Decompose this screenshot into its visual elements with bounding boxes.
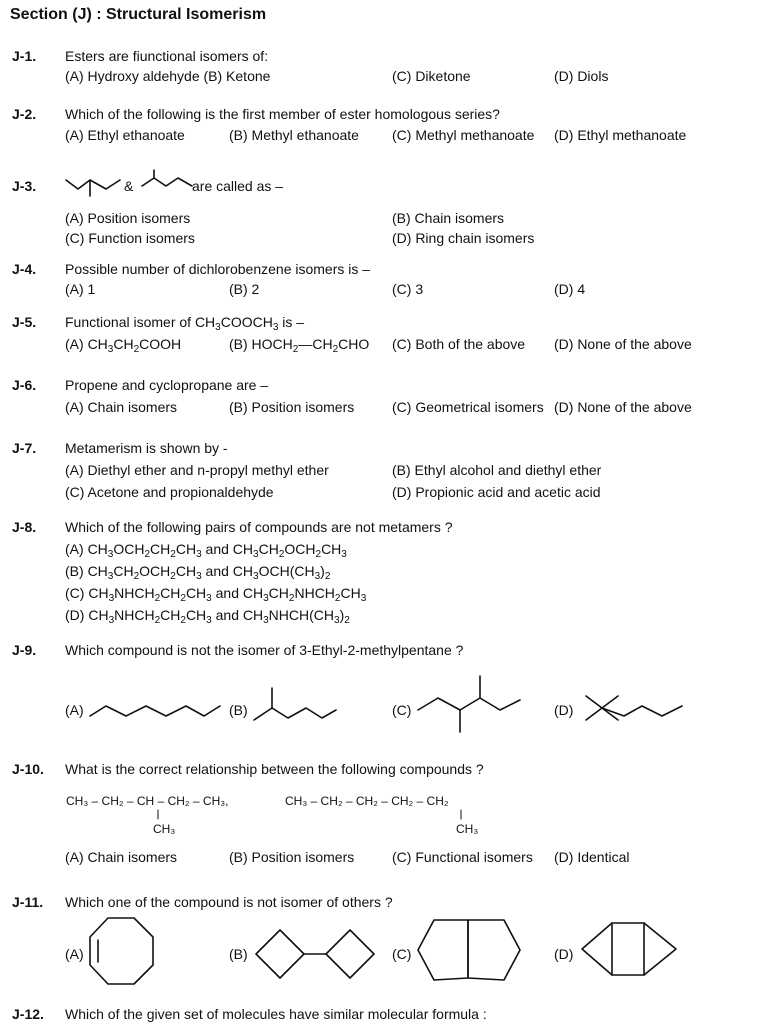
question-text: Propene and cyclopropane are –: [65, 377, 269, 393]
question-text: Which one of the compound is not isomer of others ?: [65, 894, 393, 910]
option: (A) Hydroxy aldehyde (B) Ketone: [65, 68, 271, 84]
question-number: J-4.: [12, 261, 37, 277]
bicyclobutyl-structure: [254, 926, 378, 982]
question-text: Metamerism is shown by -: [65, 440, 228, 456]
option: (C) Acetone and propionaldehyde: [65, 484, 274, 500]
tricyclic-structure: [580, 920, 678, 978]
option: (B) Methyl ethanoate: [229, 127, 359, 143]
option: (A) $CH_3CH_2COOH$: [65, 336, 182, 355]
option: (B) $HOCH_2—CH_2CHO$: [229, 336, 370, 355]
option: (D) Ethyl methanoate: [554, 127, 687, 143]
bond-line: [460, 810, 462, 820]
question-number: J-11.: [12, 894, 44, 910]
option-label: (C): [392, 702, 412, 718]
option: (A) Diethyl ether and n-propyl methyl ether: [65, 462, 329, 478]
option: (A) Chain isomers: [65, 849, 178, 865]
question-text: Which of the following is the first member of ester homologous series?: [65, 106, 500, 122]
option: (B) Ethyl alcohol and diethyl ether: [392, 462, 602, 478]
option: (D) Diols: [554, 68, 609, 84]
formula-left: CH₃ – CH₂ – CH – CH₂ – CH₃,: [66, 794, 229, 808]
skeletal-structure-2-methylbutane: [66, 172, 122, 196]
formula-branch: CH₃: [456, 822, 479, 836]
question-text: Which of the given set of molecules have similar molecular formula :: [65, 1006, 487, 1022]
question-number: J-1.: [12, 48, 37, 64]
option-label: (D): [554, 946, 574, 962]
option: (C) $CH_3NHCH_2CH_2CH_3$ and $CH_3CH_2NHCH_2CH_3$: [65, 585, 367, 604]
section-title: Section (J) : Structural Isomerism: [10, 6, 267, 23]
question-text: Which compound is not the isomer of 3-Ethyl-2-methylpentane ?: [65, 642, 464, 658]
option: (D) None of the above: [554, 399, 692, 415]
option: (A) Chain isomers: [65, 399, 178, 415]
option: (A) Position isomers: [65, 210, 191, 226]
question-number: J-6.: [12, 377, 37, 393]
option: (D) $CH_3NHCH_2CH_2CH_3$ and $CH_3NHCH(CH_3)_2$: [65, 607, 350, 626]
option: (B) 2: [229, 281, 260, 297]
option: (B) Position isomers: [229, 849, 355, 865]
skeletal-structure-octane: [90, 700, 220, 720]
option: (C) Functional isomers: [392, 849, 533, 865]
option: (C) Methyl methanoate: [392, 127, 535, 143]
option: (A) Ethyl ethanoate: [65, 127, 185, 143]
option-label: (C): [392, 946, 412, 962]
question-number: J-10.: [12, 761, 44, 777]
skeletal-structure-isomer: [142, 170, 194, 194]
option: (D) Ring chain isomers: [392, 230, 535, 246]
option: (A) 1: [65, 281, 96, 297]
option-label: (B): [229, 946, 248, 962]
option-label: (D): [554, 702, 574, 718]
option-label: (B): [229, 702, 248, 718]
ampersand: &: [124, 178, 134, 194]
option: (C) Both of the above: [392, 336, 526, 352]
question-number: J-5.: [12, 314, 37, 330]
formula-right: CH₃ – CH₂ – CH₂ – CH₂ – CH₂: [285, 794, 449, 808]
question-text: Which of the following pairs of compounds are not metamers ?: [65, 519, 453, 535]
option: (C) Function isomers: [65, 230, 195, 246]
option: (C) 3: [392, 281, 424, 297]
question-number: J-2.: [12, 106, 37, 122]
option: (B) Position isomers: [229, 399, 355, 415]
skeletal-structure-branched: [418, 676, 522, 734]
question-number: J-3.: [12, 178, 37, 194]
question-text: Possible number of dichlorobenzene isomers is –: [65, 261, 371, 277]
question-text: are called as –: [192, 178, 284, 194]
option: (D) Identical: [554, 849, 630, 865]
bicyclooctane-structure: [416, 918, 524, 982]
option: (A) $CH_3OCH_2CH_2CH_3$ and $CH_3CH_2OCH_2CH_3$: [65, 541, 347, 560]
cyclooctene-structure: [88, 916, 156, 986]
formula-branch: CH₃: [153, 822, 176, 836]
question-number: J-12.: [12, 1006, 44, 1022]
bond-line: [157, 810, 159, 820]
question-text: What is the correct relationship between the following compounds ?: [65, 761, 484, 777]
option: (D) 4: [554, 281, 586, 297]
skeletal-structure-quaternary: [582, 692, 686, 724]
option: (D) Propionic acid and acetic acid: [392, 484, 601, 500]
option: (C) Diketone: [392, 68, 471, 84]
question-number: J-8.: [12, 519, 37, 535]
option-label: (A): [65, 946, 84, 962]
option: (D) None of the above: [554, 336, 692, 352]
option: (B) $CH_3CH_2OCH_2CH_3$ and $CH_3OCH(CH_3)_2$: [65, 563, 331, 582]
question-number: J-7.: [12, 440, 37, 456]
question-text: Functional isomer of $CH_3COOCH_3$ is –: [65, 314, 305, 333]
option: (C) Geometrical isomers: [392, 399, 544, 415]
skeletal-structure-branched: [254, 686, 338, 724]
question-number: J-9.: [12, 642, 37, 658]
question-text: Esters are fiunctional isomers of:: [65, 48, 269, 64]
option-label: (A): [65, 702, 84, 718]
option: (B) Chain isomers: [392, 210, 505, 226]
